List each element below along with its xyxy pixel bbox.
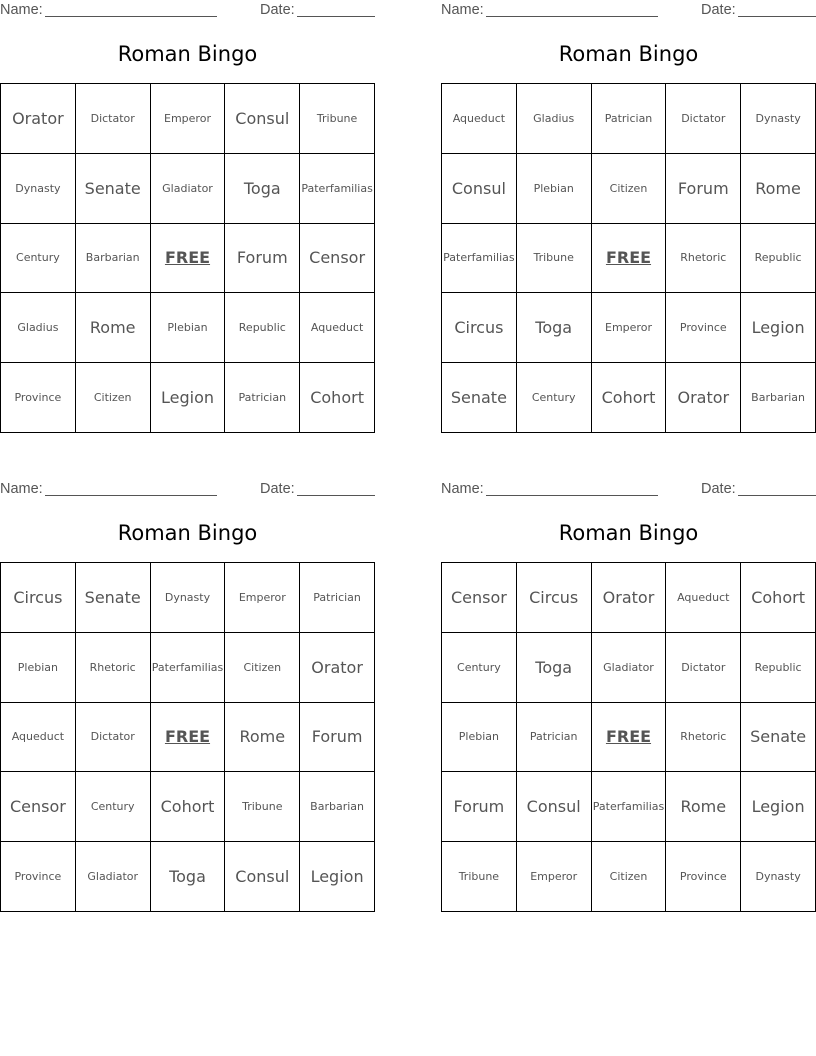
bingo-cell: Tribune [300,84,375,154]
name-line [45,16,217,17]
bingo-cell: Republic [225,293,300,363]
bingo-cell: Circus [517,563,592,633]
card-title: Roman Bingo [117,42,258,66]
bingo-cell: Cohort [592,363,667,433]
bingo-cell: Rhetoric [76,633,151,703]
bingo-cell: Century [517,363,592,433]
bingo-cell: Dictator [76,703,151,773]
bingo-cell: Consul [517,772,592,842]
card-title: Roman Bingo [558,521,699,545]
bingo-cell: Emperor [592,293,667,363]
bingo-cell: Aqueduct [442,84,517,154]
bingo-cell: Censor [300,224,375,294]
free-space-cell: FREE [592,224,667,294]
name-line [486,495,658,496]
bingo-cell: Rhetoric [666,224,741,294]
bingo-cell: Toga [151,842,226,912]
bingo-cell: Citizen [225,633,300,703]
bingo-cell: Dictator [666,84,741,154]
bingo-cell: Forum [442,772,517,842]
bingo-cell: Citizen [592,842,667,912]
bingo-cell: Paterfamilias [592,772,667,842]
bingo-cell: Paterfamilias [151,633,226,703]
bingo-cell: Legion [741,293,816,363]
bingo-cell: Legion [741,772,816,842]
name-label: Name: [0,2,43,18]
bingo-cell: Circus [442,293,517,363]
date-line [738,495,816,496]
card-header [441,0,816,20]
bingo-cell: Rome [76,293,151,363]
bingo-cell: Rhetoric [666,703,741,773]
bingo-cell: Rome [666,772,741,842]
bingo-cell: Consul [225,84,300,154]
name-label: Name: [441,2,484,18]
bingo-cell: Province [1,842,76,912]
bingo-cell: Rome [225,703,300,773]
bingo-cell: Forum [666,154,741,224]
date-label: Date: [701,2,736,18]
bingo-cell: Gladius [517,84,592,154]
bingo-cell: Senate [76,154,151,224]
bingo-cell: Dynasty [741,84,816,154]
free-space-cell: FREE [151,224,226,294]
name-line [486,16,658,17]
bingo-cell: Cohort [151,772,226,842]
bingo-cell: Republic [741,633,816,703]
bingo-cell: Province [666,842,741,912]
bingo-cell: Senate [76,563,151,633]
bingo-cell: Censor [442,563,517,633]
bingo-cell: Toga [225,154,300,224]
bingo-cell: Plebian [442,703,517,773]
bingo-cell: Cohort [741,563,816,633]
date-label: Date: [260,481,295,497]
bingo-cell: Century [1,224,76,294]
bingo-cell: Forum [300,703,375,773]
free-space-cell: FREE [592,703,667,773]
bingo-cell: Plebian [517,154,592,224]
bingo-cell: Dynasty [1,154,76,224]
bingo-grid [0,562,375,912]
bingo-card [441,479,816,884]
bingo-cell: Paterfamilias [300,154,375,224]
bingo-cell: Barbarian [300,772,375,842]
date-line [297,495,375,496]
bingo-cell: Barbarian [76,224,151,294]
bingo-cell: Province [666,293,741,363]
bingo-grid [0,83,375,433]
bingo-cell: Senate [741,703,816,773]
bingo-cell: Aqueduct [300,293,375,363]
bingo-cell: Dynasty [151,563,226,633]
bingo-cell: Emperor [151,84,226,154]
bingo-cell: Consul [225,842,300,912]
bingo-cell: Citizen [592,154,667,224]
card-title: Roman Bingo [117,521,258,545]
name-label: Name: [441,481,484,497]
bingo-cell: Barbarian [741,363,816,433]
bingo-cell: Paterfamilias [442,224,517,294]
bingo-cell: Gladiator [151,154,226,224]
card-header [0,0,375,20]
bingo-cell: Plebian [151,293,226,363]
bingo-cell: Toga [517,293,592,363]
name-label: Name: [0,481,43,497]
bingo-cell: Orator [300,633,375,703]
bingo-cell: Tribune [225,772,300,842]
bingo-cell: Cohort [300,363,375,433]
bingo-cell: Consul [442,154,517,224]
card-header [0,479,375,499]
bingo-cell: Tribune [442,842,517,912]
bingo-cell: Circus [1,563,76,633]
bingo-cell: Patrician [300,563,375,633]
bingo-cell: Century [442,633,517,703]
bingo-grid [441,562,816,912]
bingo-card [0,479,375,887]
bingo-cell: Gladiator [76,842,151,912]
bingo-cell: Patrician [225,363,300,433]
bingo-cell: Orator [1,84,76,154]
bingo-cell: Dictator [76,84,151,154]
bingo-cell: Republic [741,224,816,294]
bingo-cell: Toga [517,633,592,703]
bingo-cell: Patrician [517,703,592,773]
bingo-cell: Aqueduct [666,563,741,633]
bingo-cell: Emperor [517,842,592,912]
bingo-cell: Orator [592,563,667,633]
bingo-cell: Legion [151,363,226,433]
bingo-cell: Gladiator [592,633,667,703]
bingo-cell: Province [1,363,76,433]
bingo-cell: Dictator [666,633,741,703]
bingo-cell: Legion [300,842,375,912]
bingo-cell: Orator [666,363,741,433]
bingo-cell: Rome [741,154,816,224]
date-line [297,16,375,17]
bingo-card [441,0,816,408]
bingo-cell: Censor [1,772,76,842]
name-line [45,495,217,496]
bingo-cell: Senate [442,363,517,433]
bingo-grid [441,83,816,433]
bingo-cell: Aqueduct [1,703,76,773]
date-line [738,16,816,17]
card-title: Roman Bingo [558,42,699,66]
bingo-cell: Patrician [592,84,667,154]
bingo-cell: Forum [225,224,300,294]
card-header [441,479,816,499]
bingo-cell: Gladius [1,293,76,363]
bingo-cell: Plebian [1,633,76,703]
bingo-cell: Tribune [517,224,592,294]
date-label: Date: [260,2,295,18]
bingo-cell: Dynasty [741,842,816,912]
bingo-card [0,0,375,408]
free-space-cell: FREE [151,703,226,773]
bingo-cell: Century [76,772,151,842]
bingo-cell: Citizen [76,363,151,433]
date-label: Date: [701,481,736,497]
bingo-cell: Emperor [225,563,300,633]
